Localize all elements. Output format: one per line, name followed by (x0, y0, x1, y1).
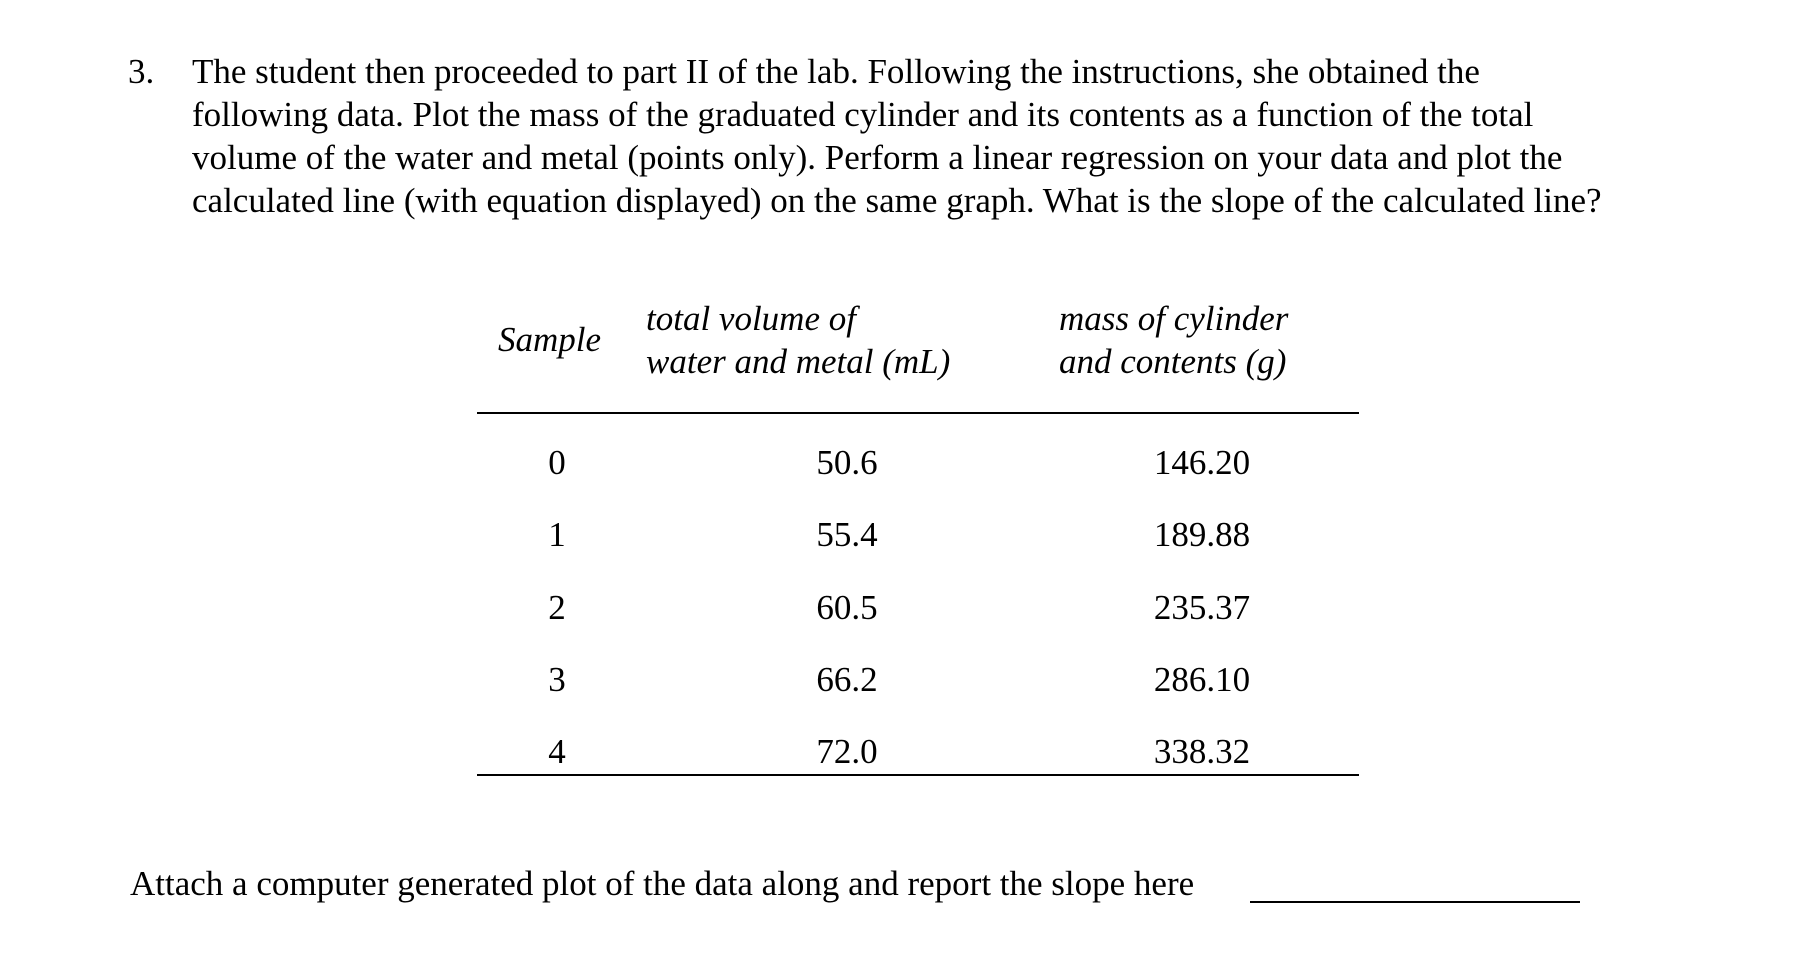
table-row (477, 586, 1359, 629)
header-mass: mass of cylinder and contents (g) (1059, 299, 1289, 381)
cell-mass: 338.32 (1153, 732, 1251, 771)
table-row (477, 513, 1359, 556)
cell-volume: 72.0 (816, 732, 878, 771)
cell-mass: 146.20 (1153, 443, 1251, 482)
cell-mass: 286.10 (1153, 660, 1251, 699)
header-volume: total volume of water and metal (mL) (646, 299, 951, 381)
table-top-rule (477, 412, 1359, 414)
header-sample: Sample (498, 320, 602, 359)
cell-volume: 55.4 (816, 515, 878, 554)
answer-blank-line (1250, 901, 1580, 903)
cell-sample: 4 (548, 732, 566, 771)
table-row (477, 658, 1359, 701)
cell-mass: 189.88 (1153, 515, 1251, 554)
table-bottom-rule (477, 774, 1359, 776)
cell-volume: 66.2 (816, 660, 878, 699)
cell-mass: 235.37 (1153, 588, 1251, 627)
question-number: 3. (128, 52, 155, 91)
footer-instruction: Attach a computer generated plot of the data along and report the slope here (130, 864, 1195, 903)
question-text: The student then proceeded to part II of the lab. Following the instructions, she obtained the following data. Plot the mass of the graduated cylinder and its contents as a function of the total volume of the water and metal (points only). Perform a linear regression on your data and plot the calculated line (with equation displayed) on the same graph. What is the slope of the calculated line? (192, 52, 1602, 220)
table-row (477, 441, 1359, 484)
cell-sample: 0 (548, 443, 566, 482)
cell-sample: 1 (548, 515, 566, 554)
cell-sample: 2 (548, 588, 566, 627)
cell-sample: 3 (548, 660, 566, 699)
cell-volume: 50.6 (816, 443, 878, 482)
cell-volume: 60.5 (816, 588, 878, 627)
table-row (477, 730, 1359, 773)
